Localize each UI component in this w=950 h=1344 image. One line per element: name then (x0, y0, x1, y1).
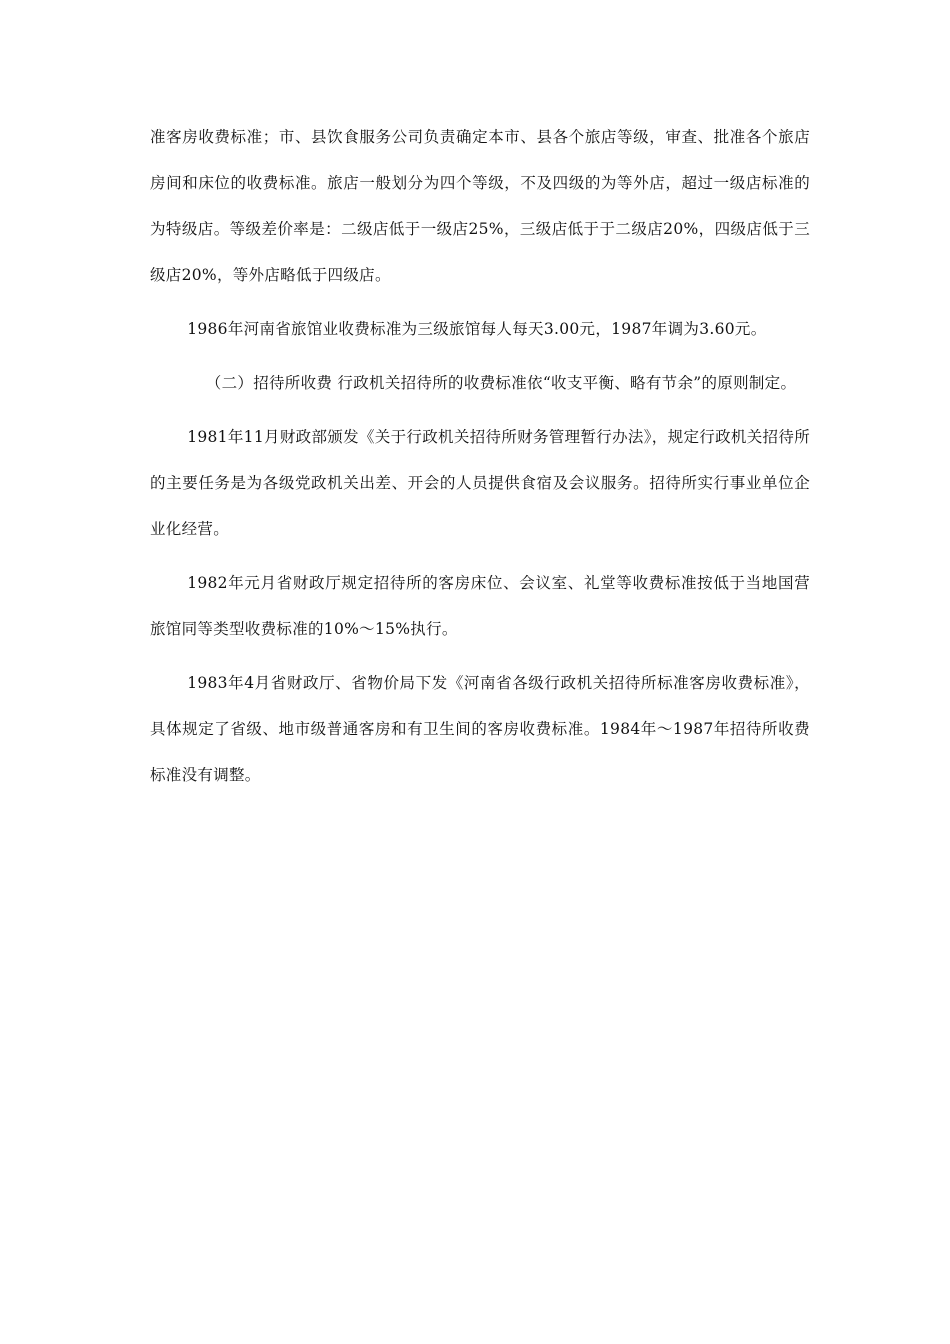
paragraph-1986-rates: 1986年河南省旅馆业收费标准为三级旅馆每人每天3.00元，1987年调为3.60元。 (187, 320, 767, 338)
document-page (150, 114, 810, 806)
paragraph-1981-regulation: 1981年11月财政部颁发《关于行政机关招待所财务管理暂行办法》，规定行政机关招待所的主要任务是为各级党政机关出差、开会的人员提供食宿及会议服务。招待所实行事业单位企业化经营。 (150, 428, 810, 538)
paragraph-1982-regulation: 1982年元月省财政厅规定招待所的客房床位、会议室、礼堂等收费标准按低于当地国营旅馆同等类型收费标准的10%～15%执行。 (150, 574, 810, 638)
paragraph-guesthouse-heading: （二）招待所收费 行政机关招待所的收费标准依“收支平衡、略有节余”的原则制定。 (205, 374, 797, 392)
paragraph-1983-regulation: 1983年4月省财政厅、省物价局下发《河南省各级行政机关招待所标准客房收费标准》，具体规定了省级、地市级普通客房和有卫生间的客房收费标准。1984年～1987年招待所收费标准没有调整。 (150, 674, 810, 784)
paragraph-hotel-grades: 准客房收费标准；市、县饮食服务公司负责确定本市、县各个旅店等级，审查、批准各个旅店房间和床位的收费标准。旅店一般划分为四个等级，不及四级的为等外店，超过一级店标准的为特级店。等级差价率是：二级店低于一级店25%，三级店低于于二级店20%，四级店低于三级店20%，等外店略低于四级店。 (150, 128, 810, 284)
